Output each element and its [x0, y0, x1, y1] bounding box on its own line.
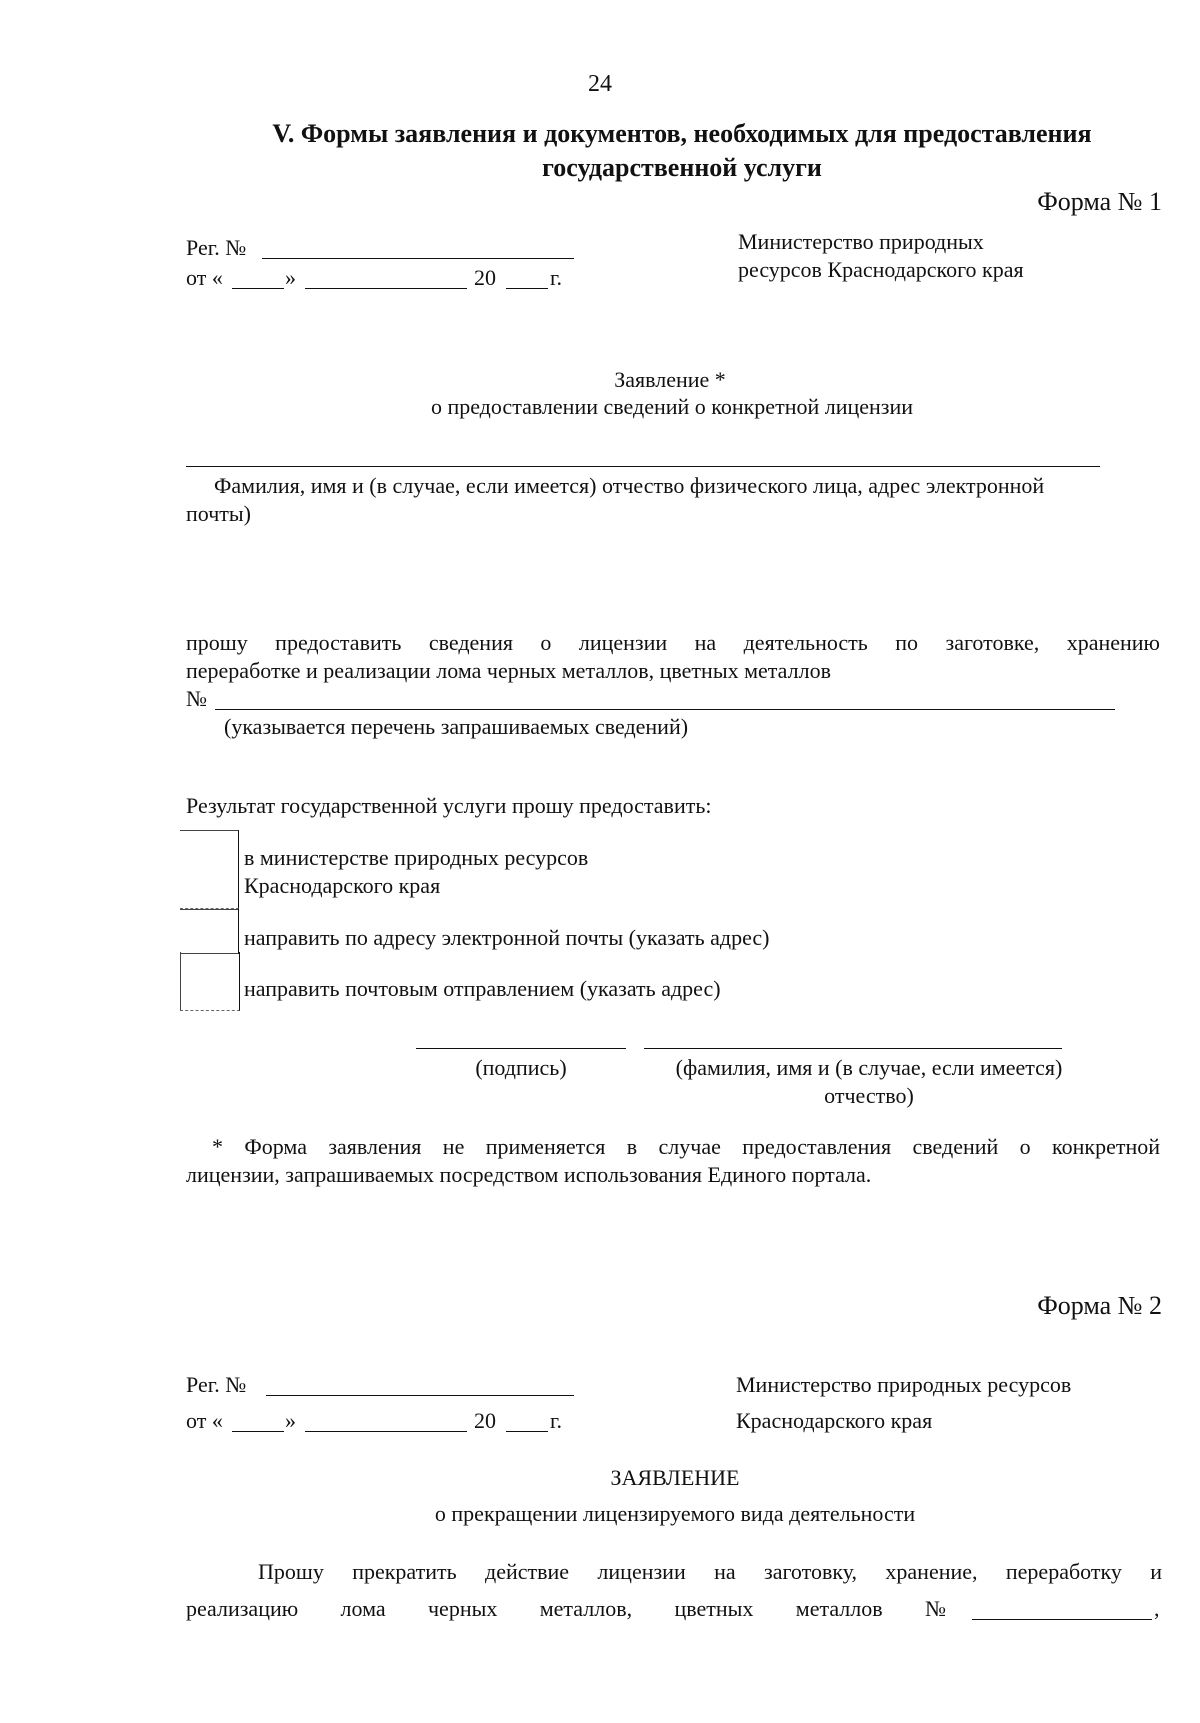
form2-addressee-line2: Краснодарского края [736, 1408, 933, 1433]
option1-label-line2: Краснодарского края [244, 873, 441, 898]
form1-date-from: от « [186, 265, 223, 290]
form1-reg-no-label: Рег. № [186, 235, 247, 260]
form1-signature-label: (подпись) [475, 1055, 567, 1080]
form1-month-line[interactable] [305, 288, 467, 289]
form2-subtitle: о прекращении лицензируемого вида деятельности [434, 1501, 916, 1526]
page-number: 24 [588, 71, 612, 97]
form2-date-close: » [285, 1408, 296, 1433]
option2-label: направить по адресу электронной почты (указать адрес) [244, 925, 770, 950]
form1-result-heading: Результат государственной услуги прошу предоставить: [186, 793, 712, 818]
form1-year: 20 [474, 265, 496, 290]
section-title-line2: государственной услуги [542, 153, 822, 182]
form2-license-number-line[interactable] [972, 1619, 1152, 1620]
form1-applicant-hint-line2: почты) [186, 501, 251, 526]
form2-day-line[interactable] [232, 1431, 284, 1432]
form1-label: Форма № 1 [1037, 187, 1162, 216]
form1-request-hint: (указывается перечень запрашиваемых сведений) [224, 714, 689, 739]
option1-label-line1: в министерстве природных ресурсов [244, 845, 589, 870]
form1-applicant-hint-line1: Фамилия, имя и (в случае, если имеется) отчество физического лица, адрес электронной [214, 473, 1045, 498]
form2-title: ЗАЯВЛЕНИЕ [610, 1465, 740, 1490]
option3-checkbox[interactable] [180, 952, 240, 1011]
form1-number-sign: № [186, 686, 207, 711]
form2-reg-no-label: Рег. № [186, 1372, 247, 1397]
form1-addressee-line2: ресурсов Краснодарского края [738, 257, 1024, 282]
option3-label: направить почтовым отправлением (указать адрес) [244, 976, 721, 1001]
form1-addressee-line1: Министерство природных [738, 229, 984, 254]
form1-subtitle: о предоставлении сведений о конкретной лицензии [430, 394, 914, 419]
form2-body-line1: Прошу прекратить действие лицензии на заготовку, хранение, переработку и [258, 1559, 1162, 1584]
form1-title: Заявление * [614, 367, 726, 392]
form2-reg-no-line[interactable] [266, 1395, 574, 1396]
form2-body-line2: реализацию лома черных металлов, цветных металлов № [186, 1596, 946, 1621]
form1-request-line2: переработке и реализации лома черных металлов, цветных металлов [186, 658, 831, 683]
form1-footnote-line1: * Форма заявления не применяется в случае предоставления сведений о конкретной [212, 1134, 1160, 1159]
form1-applicant-line[interactable] [186, 466, 1100, 467]
option2-checkbox[interactable] [180, 908, 239, 954]
form2-label: Форма № 2 [1037, 1291, 1162, 1320]
form2-addressee-line1: Министерство природных ресурсов [736, 1372, 1072, 1397]
form1-signature-line[interactable] [416, 1048, 626, 1049]
section-title-line1: V. Формы заявления и документов, необходимых для предоставления [272, 119, 1092, 148]
form1-year-suffix: г. [550, 265, 563, 290]
form1-day-line[interactable] [232, 288, 284, 289]
form2-year: 20 [474, 1408, 496, 1433]
form2-month-line[interactable] [305, 1431, 467, 1432]
form1-request-line1: прошу предоставить сведения о лицензии на деятельность по заготовке, хранению [186, 630, 1160, 655]
form1-name-label-line2: отчество) [824, 1083, 914, 1108]
form1-year-line[interactable] [506, 288, 548, 289]
form1-request-number-line[interactable] [215, 709, 1115, 710]
option1-checkbox[interactable] [180, 830, 239, 910]
form1-reg-no-line[interactable] [262, 258, 574, 259]
form2-date-from: от « [186, 1408, 223, 1433]
form1-footnote-line2: лицензии, запрашиваемых посредством использования Единого портала. [186, 1162, 872, 1187]
form1-date-close: » [285, 265, 296, 290]
form2-year-line[interactable] [506, 1431, 548, 1432]
form2-body-line2-end: , [1154, 1596, 1160, 1621]
form1-name-line[interactable] [644, 1048, 1062, 1049]
form1-name-label-line1: (фамилия, имя и (в случае, если имеется) [675, 1055, 1063, 1080]
form2-year-suffix: г. [550, 1408, 563, 1433]
